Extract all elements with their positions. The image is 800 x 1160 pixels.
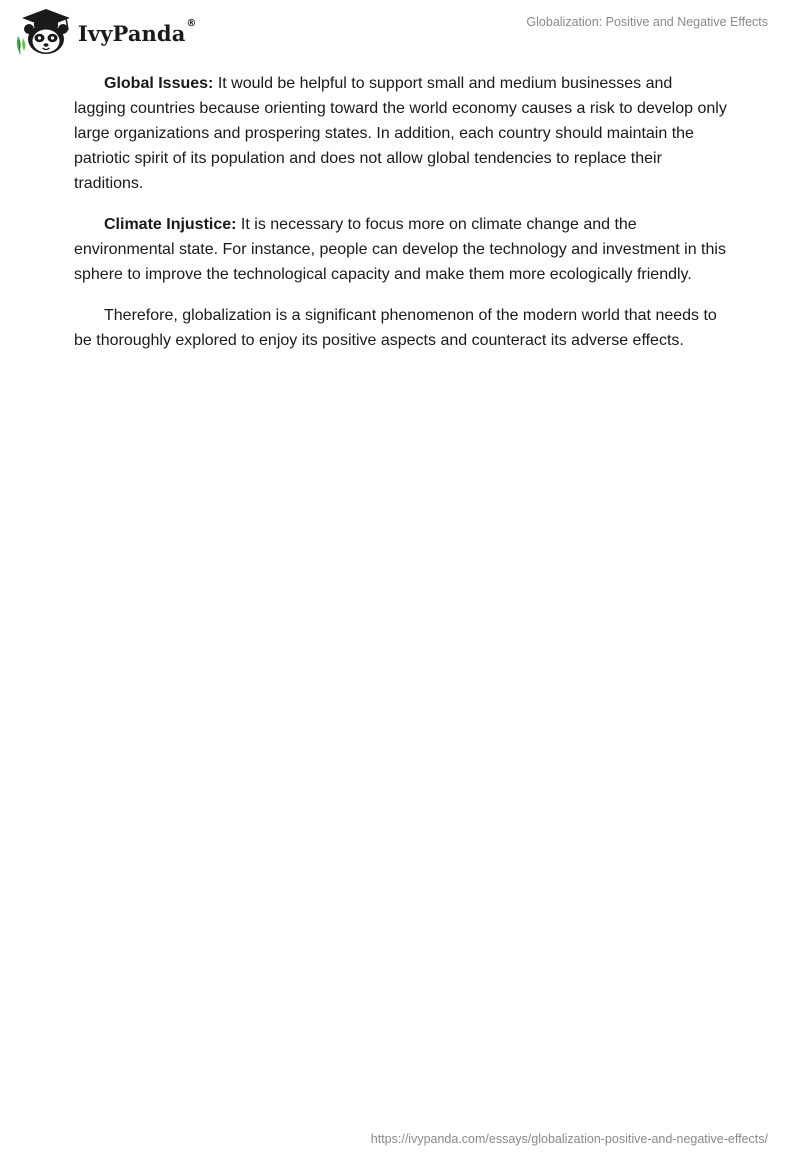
panda-graduation-cap-logo-icon [14, 8, 78, 56]
page-header [0, 0, 800, 60]
document-title: Globalization: Positive and Negative Effects [526, 15, 768, 29]
paragraph-text: It is necessary to focus more on climate change and the environmental state. For instance, people can develop the technology and investment in this sphere to improve the technological capacity and make them more ecologically friendly. [74, 216, 726, 283]
paragraph-text: It would be helpful to support small and medium businesses and lagging countries because orienting toward the world economy causes a risk to develop only large organizations and prospering states. In addition, each country should maintain the patriotic spirit of its population and does not allow global tendencies to replace their traditions. [74, 75, 727, 192]
paragraph-text: Therefore, globalization is a significant phenomenon of the modern world that needs to be thoroughly explored to enjoy its positive aspects and counteract its adverse effects. [74, 307, 717, 349]
registered-mark: ® [186, 17, 197, 29]
brand-name: IvyPanda [78, 20, 186, 46]
paragraph-conclusion [74, 303, 728, 353]
ivypanda-logo[interactable] [14, 8, 196, 56]
paragraph-global-issues [74, 71, 728, 196]
paragraph-climate-injustice [74, 212, 728, 287]
paragraph-lead: Climate Injustice: [104, 216, 237, 233]
source-url[interactable]: https://ivypanda.com/essays/globalization-positive-and-negative-effects/ [370, 1132, 768, 1146]
essay-body [74, 71, 728, 369]
paragraph-lead: Global Issues: [104, 75, 214, 92]
